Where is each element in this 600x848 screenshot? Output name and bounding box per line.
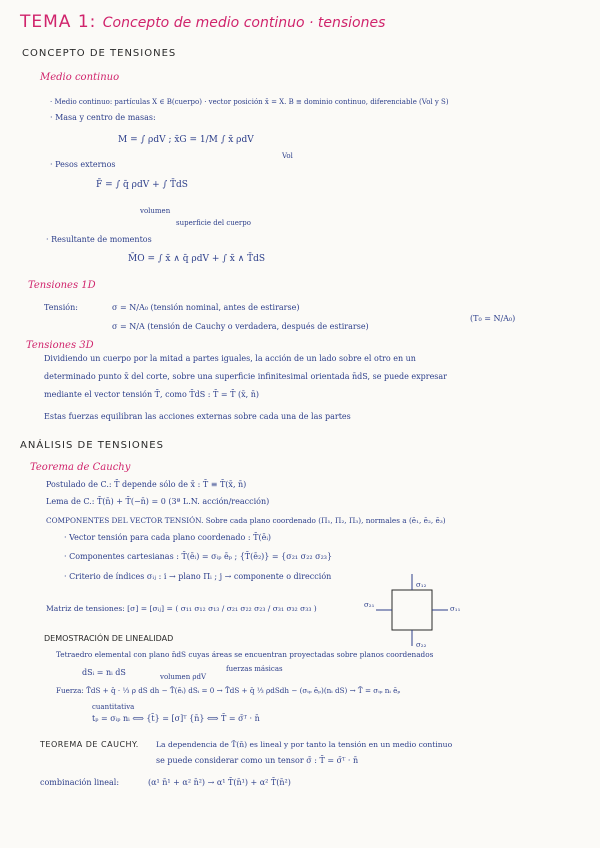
cauchy-indices: · Criterio de índices σᵢⱼ : i → plano Πᵢ ; j → componente o dirección (64, 572, 332, 581)
section-heading-tensiones: CONCEPTO DE TENSIONES (22, 48, 177, 59)
medio-bullet-4: · Resultante de momentos (46, 235, 152, 244)
tension-side-note: (T₀ = N/A₀) (470, 314, 516, 323)
eq-mass-note: Vol (282, 152, 293, 160)
teorema-line-1: La dependencia de T̄(n̄) es lineal y por tanto la tensión en un medio continuo (156, 740, 453, 749)
cauchy-postulado: Postulado de C.: T̄ depende sólo de x̄ : T̄ ≡ T̄(x̄, n̄) (46, 480, 247, 489)
title-subject: Concepto de medio continuo · tensiones (102, 15, 386, 31)
heading-tensiones-3d: Tensiones 3D (26, 340, 94, 351)
teorema-line-2: se puede considerar como un tensor σ̄ : T̄ = σ̄ᵀ · n̄ (156, 756, 359, 765)
diagram-label-2: σ₁₂ (416, 581, 427, 589)
diagram-label-3: σ₂₁ (364, 601, 375, 609)
cauchy-vector-tension: · Vector tensión para cada plano coordenado : T̄(ēᵢ) (64, 533, 272, 542)
demo-line-2: dSᵢ = nᵢ dS (82, 668, 126, 677)
demo-line-1: Tetraedro elemental con plano n̄dS cuyas áreas se encuentran proyectadas sobre planos coordenados (56, 650, 434, 659)
section-heading-analisis: ANÁLISIS DE TENSIONES (20, 440, 164, 451)
heading-teorema-cauchy: Teorema de Cauchy (30, 462, 131, 473)
demo-note-vol: volumen ρdV (160, 673, 207, 681)
cauchy-matriz: Matriz de tensiones: [σ] = [σᵢⱼ] = ( σ₁₁ σ₁₂ σ₁₃ / σ₂₁ σ₂₂ σ₂₃ / σ₃₁ σ₃₂ σ₃₃ ) (46, 604, 317, 613)
heading-demostracion: DEMOSTRACIÓN DE LINEALIDAD (44, 634, 174, 643)
element-square (392, 590, 432, 630)
eq-mass: M = ∫ ρdV ; x̄G = 1/M ∫ x̄ ρdV (118, 135, 254, 145)
t3d-p3: mediante el vector tensión T̄, como T̄dS : T̄ = T̄ (x̄, n̄) (44, 390, 260, 399)
t3d-p2: determinado punto x̄ del corte, sobre una superficie infinitesimal orientada n̄dS, se puede expresar (44, 372, 447, 381)
eq-force: F̄ = ∫ q̄ ρdV + ∫ T̄dS (96, 180, 188, 190)
t3d-p1: Dividiendo un cuerpo por la mitad a partes iguales, la acción de un lado sobre el otro en un (44, 354, 416, 363)
title-prefix: TEMA 1: (20, 12, 97, 32)
tension-label: Tensión: (44, 303, 78, 312)
t3d-p4: Estas fuerzas equilibran las acciones externas sobre cada una de las partes (44, 412, 351, 421)
demo-note-forces: fuerzas másicas (226, 665, 283, 673)
tension-nominal: σ = N/A₀ (tensión nominal, antes de estirarse) (112, 303, 300, 312)
medio-bullet-1: · Medio continuo: partículas X ∈ B(cuerpo) · vector posición x̄ = X. B ≡ dominio continuo, diferenciable (Vol y S) (50, 98, 449, 106)
eq-moment: M̄O = ∫ x̄ ∧ q̄ ρdV + ∫ x̄ ∧ T̄dS (128, 254, 266, 264)
tension-cauchy: σ = N/A (tensión de Cauchy o verdadera, después de estirarse) (112, 322, 369, 331)
combo-label: combinación lineal: (40, 778, 120, 787)
cauchy-componentes: COMPONENTES DEL VECTOR TENSIÓN. Sobre cada plano coordenado (Π₁, Π₂, Π₃), normales a (ē₁, ē₂, ē₃) (46, 516, 446, 525)
diagram-label-4: σ₂₂ (416, 641, 427, 649)
teorema-label: TEOREMA DE CAUCHY. (40, 740, 139, 749)
combo-eq: (α¹ n̄¹ + α² n̄²) → α¹ T̄(n̄¹) + α² T̄(n̄²) (148, 778, 291, 787)
demo-line-4: tₚ = σᵢₚ nᵢ ⟺ {t̄} = [σ]ᵀ {n̄} ⟺ T̄ = σ̄ᵀ · n̄ (92, 714, 260, 723)
medio-bullet-3: · Pesos externos (50, 160, 116, 169)
demo-line-3: Fuerza: T̄dS + q̄ · ⅓ ρ dS dh − T̄(ēᵢ) dSᵢ = 0 → T̄dS + q̄ ⅓ ρdSdh − (σᵢₚ ēₚ)(nᵢ dS) → T̄ = σᵢₚ nᵢ ēₚ (56, 686, 401, 695)
medio-bullet-2: · Masa y centro de masas: (50, 113, 156, 122)
demo-note-cuant: cuantitativa (92, 703, 135, 711)
diagram-label-1: σ₁₁ (450, 605, 461, 613)
eq-force-note-sup: superficie del cuerpo (176, 219, 251, 227)
heading-medio-continuo: Medio continuo (40, 72, 120, 83)
cauchy-lema: Lema de C.: T̄(n̄) + T̄(−n̄) = 0 (3ª L.N. acción/reacción) (46, 497, 270, 506)
cauchy-cartesianas: · Componentes cartesianas : T̄(ēᵢ) = σᵢₚ ēₚ ; {T̄(ē₂)} = {σ₂₁ σ₂₂ σ₂₃} (64, 552, 333, 561)
heading-tensiones-1d: Tensiones 1D (28, 280, 96, 291)
eq-force-note-vol: volumen (140, 207, 171, 215)
